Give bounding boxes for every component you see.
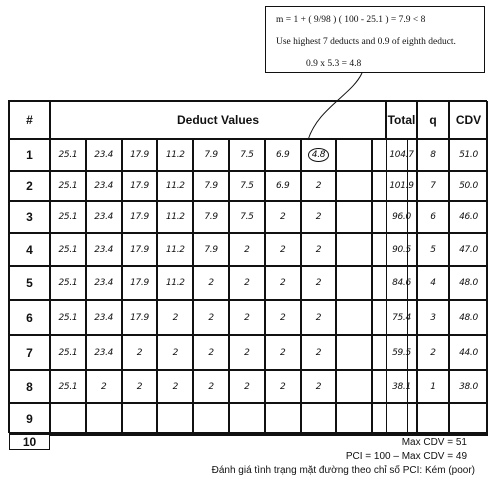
deduct-value-cell: [301, 403, 337, 434]
total-cell: 96.0: [386, 201, 417, 233]
total-cell: 104.7: [386, 139, 417, 171]
deduct-value-cell: 11.2: [157, 233, 193, 266]
header-q: q: [417, 101, 449, 139]
deduct-value-cell: 17.9: [122, 300, 158, 335]
q-cell: 2: [417, 335, 449, 370]
callout-instruction: Use highest 7 deducts and 0.9 of eighth deduct.: [276, 37, 456, 47]
deduct-value-cell: 2: [301, 201, 337, 233]
cdv-cell: 38.0: [449, 370, 488, 403]
deduct-value-cell: 2: [229, 233, 265, 266]
row-number: 4: [9, 233, 50, 266]
deduct-value-cell: [301, 139, 337, 171]
deduct-value-cell: [336, 370, 372, 403]
deduct-value-cell: 17.9: [122, 266, 158, 300]
total-cell: 75.4: [386, 300, 417, 335]
q-cell: 3: [417, 300, 449, 335]
deduct-value-cell: [336, 201, 372, 233]
deduct-value-cell: 6.9: [265, 139, 301, 171]
deduct-value-cell: 2: [157, 335, 193, 370]
cdv-cell: 48.0: [449, 266, 488, 300]
deduct-value-cell: 11.2: [157, 266, 193, 300]
deduct-value-cell: [157, 403, 193, 434]
deduct-value-cell: [265, 434, 301, 436]
deduct-value-cell: 25.1: [50, 201, 86, 233]
deduct-value-cell: [157, 434, 193, 436]
deduct-value-cell: 23.4: [86, 201, 122, 233]
deduct-value-cell: [122, 434, 158, 436]
cdv-cell: 51.0: [449, 139, 488, 171]
deduct-value-cell: 7.9: [193, 233, 229, 266]
deduct-value-cell: 25.1: [50, 139, 86, 171]
cdv-cell: 50.0: [449, 171, 488, 201]
cdv-cell: 46.0: [449, 201, 488, 233]
total-cell: 90.5: [386, 233, 417, 266]
q-cell: 6: [417, 201, 449, 233]
row-number: 9: [9, 403, 50, 434]
q-cell: 7: [417, 171, 449, 201]
cdv-cell: 47.0: [449, 233, 488, 266]
q-cell: 5: [417, 233, 449, 266]
deduct-value-cell: 2: [301, 171, 337, 201]
deduct-value-cell: [265, 403, 301, 434]
deduct-value-cell: 6.9: [265, 171, 301, 201]
total-cell: 84.6: [386, 266, 417, 300]
deduct-value-cell: 25.1: [50, 335, 86, 370]
deduct-value-cell: [86, 434, 122, 436]
deduct-value-cell: 23.4: [86, 335, 122, 370]
deduct-value-cell: 2: [122, 370, 158, 403]
deduct-value-cell: [336, 300, 372, 335]
pci-rating-text: Đánh giá tình trạng mặt đường theo chỉ số PCI: Kém (poor): [211, 465, 475, 476]
deduct-value-cell: 17.9: [122, 139, 158, 171]
deduct-value-cell: 23.4: [86, 300, 122, 335]
header-number: #: [9, 101, 50, 139]
deduct-value-cell: 17.9: [122, 171, 158, 201]
total-cell: 59.5: [386, 335, 417, 370]
row-number: 3: [9, 201, 50, 233]
deduct-value-cell: 2: [229, 335, 265, 370]
deduct-value-cell: [50, 403, 86, 434]
deduct-value-cell: 2: [301, 370, 337, 403]
deduct-value-cell: 2: [229, 300, 265, 335]
deduct-value-cell: 2: [229, 266, 265, 300]
cdv-cell: 48.0: [449, 300, 488, 335]
adjusted-deduct-value: 4.8: [308, 148, 329, 162]
row-number: 5: [9, 266, 50, 300]
deduct-value-cell: 2: [193, 370, 229, 403]
deduct-value-cell: 2: [157, 300, 193, 335]
deduct-value-cell: 2: [265, 335, 301, 370]
callout-formula: m = 1 + ( 9/98 ) ( 100 - 25.1 ) = 7.9 < 8: [276, 15, 426, 25]
deduct-value-cell: [336, 139, 372, 171]
deduct-value-cell: 2: [265, 300, 301, 335]
deduct-value-cell: 2: [301, 300, 337, 335]
deduct-value-cell: [336, 233, 372, 266]
deduct-value-cell: 17.9: [122, 201, 158, 233]
row-number: 1: [9, 139, 50, 171]
deduct-value-cell: 23.4: [86, 233, 122, 266]
cdv-cell: 44.0: [449, 335, 488, 370]
deduct-value-cell: [229, 403, 265, 434]
deduct-value-cell: 7.5: [229, 171, 265, 201]
q-cell: [417, 403, 449, 434]
row-number: 10: [9, 434, 50, 450]
deduct-value-cell: 7.5: [229, 201, 265, 233]
cdv-cell: [449, 403, 488, 434]
deduct-value-cell: [50, 434, 86, 436]
deduct-value-cell: 2: [229, 370, 265, 403]
deduct-value-cell: 17.9: [122, 233, 158, 266]
deduct-value-cell: 2: [157, 370, 193, 403]
q-cell: 4: [417, 266, 449, 300]
deduct-value-cell: 2: [193, 335, 229, 370]
deduct-value-cell: 7.9: [193, 139, 229, 171]
deduct-value-cell: 25.1: [50, 370, 86, 403]
deduct-value-cell: 25.1: [50, 266, 86, 300]
total-cell: [386, 403, 417, 434]
deduct-value-cell: 2: [301, 335, 337, 370]
deduct-value-cell: [336, 171, 372, 201]
deduct-value-cell: 25.1: [50, 233, 86, 266]
deduct-value-cell: 2: [301, 266, 337, 300]
row-number: 8: [9, 370, 50, 403]
deduct-value-cell: 23.4: [86, 171, 122, 201]
deduct-value-cell: 2: [86, 370, 122, 403]
deduct-value-cell: 23.4: [86, 266, 122, 300]
total-cell: 38.1: [386, 370, 417, 403]
deduct-value-cell: [193, 434, 229, 436]
deduct-value-cell: 23.4: [86, 139, 122, 171]
max-cdv-text: Max CDV = 51: [401, 437, 467, 448]
header-deduct-values: Deduct Values: [50, 101, 386, 139]
q-cell: [417, 434, 449, 436]
deduct-value-cell: [336, 266, 372, 300]
deduct-value-cell: 25.1: [50, 300, 86, 335]
deduct-value-cell: 2: [265, 370, 301, 403]
deduct-value-cell: 7.9: [193, 171, 229, 201]
deduct-value-cell: 11.2: [157, 139, 193, 171]
deduct-value-cell: 2: [122, 335, 158, 370]
deduct-value-cell: 7.9: [193, 201, 229, 233]
deduct-value-cell: 2: [193, 266, 229, 300]
row-number: 7: [9, 335, 50, 370]
header-cdv: CDV: [449, 101, 488, 139]
deduct-value-cell: [229, 434, 265, 436]
deduct-value-cell: [193, 403, 229, 434]
q-cell: 8: [417, 139, 449, 171]
deduct-value-cell: 7.5: [229, 139, 265, 171]
deduct-value-cell: [336, 335, 372, 370]
deduct-value-cell: [122, 403, 158, 434]
callout-product: 0.9 x 5.3 = 4.8: [306, 59, 362, 69]
cdv-cell: [449, 434, 488, 436]
deduct-value-cell: [336, 434, 372, 436]
deduct-value-cell: [336, 403, 372, 434]
deduct-value-cell: [301, 434, 337, 436]
row-number: 6: [9, 300, 50, 335]
deduct-value-cell: 2: [265, 266, 301, 300]
deduct-value-cell: 11.2: [157, 201, 193, 233]
deduct-value-cell: [86, 403, 122, 434]
row-number: 2: [9, 171, 50, 201]
pci-text: PCI = 100 – Max CDV = 49: [345, 451, 467, 462]
deduct-value-cell: 2: [265, 233, 301, 266]
deduct-value-cell: 2: [301, 233, 337, 266]
deduct-value-cell: 25.1: [50, 171, 86, 201]
header-total: Total: [386, 101, 417, 139]
deduct-value-cell: 2: [193, 300, 229, 335]
q-cell: 1: [417, 370, 449, 403]
total-cell: 101.9: [386, 171, 417, 201]
deduct-value-cell: 11.2: [157, 171, 193, 201]
total-cell: [386, 434, 417, 436]
deduct-value-cell: 2: [265, 201, 301, 233]
